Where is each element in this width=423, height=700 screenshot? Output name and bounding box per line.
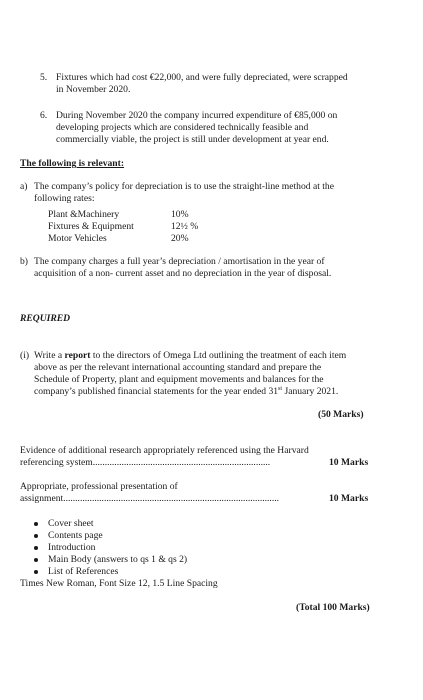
task-marks: (50 Marks) — [318, 409, 364, 420]
item-text-line: in November 2020. — [56, 84, 131, 95]
rate-value: 20% — [171, 233, 189, 244]
evidence-text-line: Evidence of additional research appropriately referenced using the Harvard — [20, 445, 309, 456]
item-text-line: Fixtures which had cost €22,000, and were fully depreciated, were scrapped — [56, 72, 348, 83]
required-heading: REQUIRED — [20, 313, 71, 324]
total-marks: (Total 100 Marks) — [296, 602, 370, 613]
evidence-dots: referencing system.......................................................................... — [20, 457, 271, 468]
list-item — [34, 554, 394, 566]
list-item — [34, 542, 394, 554]
relevant-heading: The following is relevant: — [20, 158, 125, 169]
rate-row — [48, 233, 248, 245]
charge-text-line: acquisition of a non- current asset and no depreciation in the year of disposal. — [34, 268, 332, 279]
list-item-label: Introduction — [48, 542, 96, 553]
evidence-text-line — [20, 457, 380, 469]
item-text-line: During November 2020 the company incurred expenditure of €85,000 on — [56, 110, 338, 121]
presentation-marks: 10 Marks — [329, 493, 369, 504]
item-number: 6. — [40, 110, 48, 121]
list-item-label: Contents page — [48, 530, 103, 541]
charge-text-line: The company charges a full year’s depreciation / amortisation in the year of — [34, 256, 325, 267]
list-item — [34, 530, 394, 542]
policy-label: a) — [20, 181, 28, 192]
item-text-line: developing projects which are considered technically feasible and — [56, 122, 309, 133]
task-text-post: January 2021. — [284, 386, 339, 397]
presentation-dots: assignment.......................................................................................... — [20, 493, 280, 504]
task-text-bold: report — [64, 350, 91, 361]
task-text-line — [34, 386, 374, 398]
bullet-icon — [34, 570, 38, 574]
task-text-line: above as per the relevant international accounting standard and prepare the — [34, 362, 322, 373]
list-item-label: List of References — [48, 566, 119, 577]
presentation-text-line — [20, 493, 380, 505]
font-note: Times New Roman, Font Size 12, 1.5 Line Spacing — [20, 578, 218, 589]
bullet-icon — [34, 534, 38, 538]
task-label: (i) — [20, 350, 30, 361]
rate-row — [48, 221, 248, 233]
rate-row — [48, 209, 248, 221]
list-item — [34, 518, 394, 530]
presentation-text-line: Appropriate, professional presentation of — [20, 481, 178, 492]
evidence-marks: 10 Marks — [329, 457, 369, 468]
bullet-icon — [34, 558, 38, 562]
item-text-line: commercially viable, the project is still under development at year end. — [56, 134, 329, 145]
task-text-pre: company’s published financial statements for the year ended 31 — [34, 386, 279, 397]
policy-text-line: following rates: — [34, 193, 95, 204]
bullet-icon — [34, 522, 38, 526]
list-item-label: Main Body (answers to qs 1 & qs 2) — [48, 554, 188, 565]
task-text-pre: Write a — [34, 350, 63, 361]
rate-asset: Plant &Machinery — [48, 209, 120, 220]
rate-asset: Motor Vehicles — [48, 233, 107, 244]
task-text-line — [34, 350, 374, 362]
task-text-sup: st — [278, 385, 283, 392]
rate-asset: Fixtures & Equipment — [48, 221, 134, 232]
task-text-post: to the directors of Omega Ltd outlining the treatment of each item — [92, 350, 347, 361]
rate-value: 10% — [171, 209, 189, 220]
bullet-icon — [34, 546, 38, 550]
list-item — [34, 566, 394, 578]
task-text-line: Schedule of Property, plant and equipment movements and balances for the — [34, 374, 324, 385]
charge-label: b) — [20, 256, 28, 267]
list-item-label: Cover sheet — [48, 518, 94, 529]
item-number: 5. — [40, 72, 48, 83]
policy-text-line: The company’s policy for depreciation is to use the straight-line method at the — [34, 181, 334, 192]
rate-value: 12½ % — [171, 221, 199, 232]
